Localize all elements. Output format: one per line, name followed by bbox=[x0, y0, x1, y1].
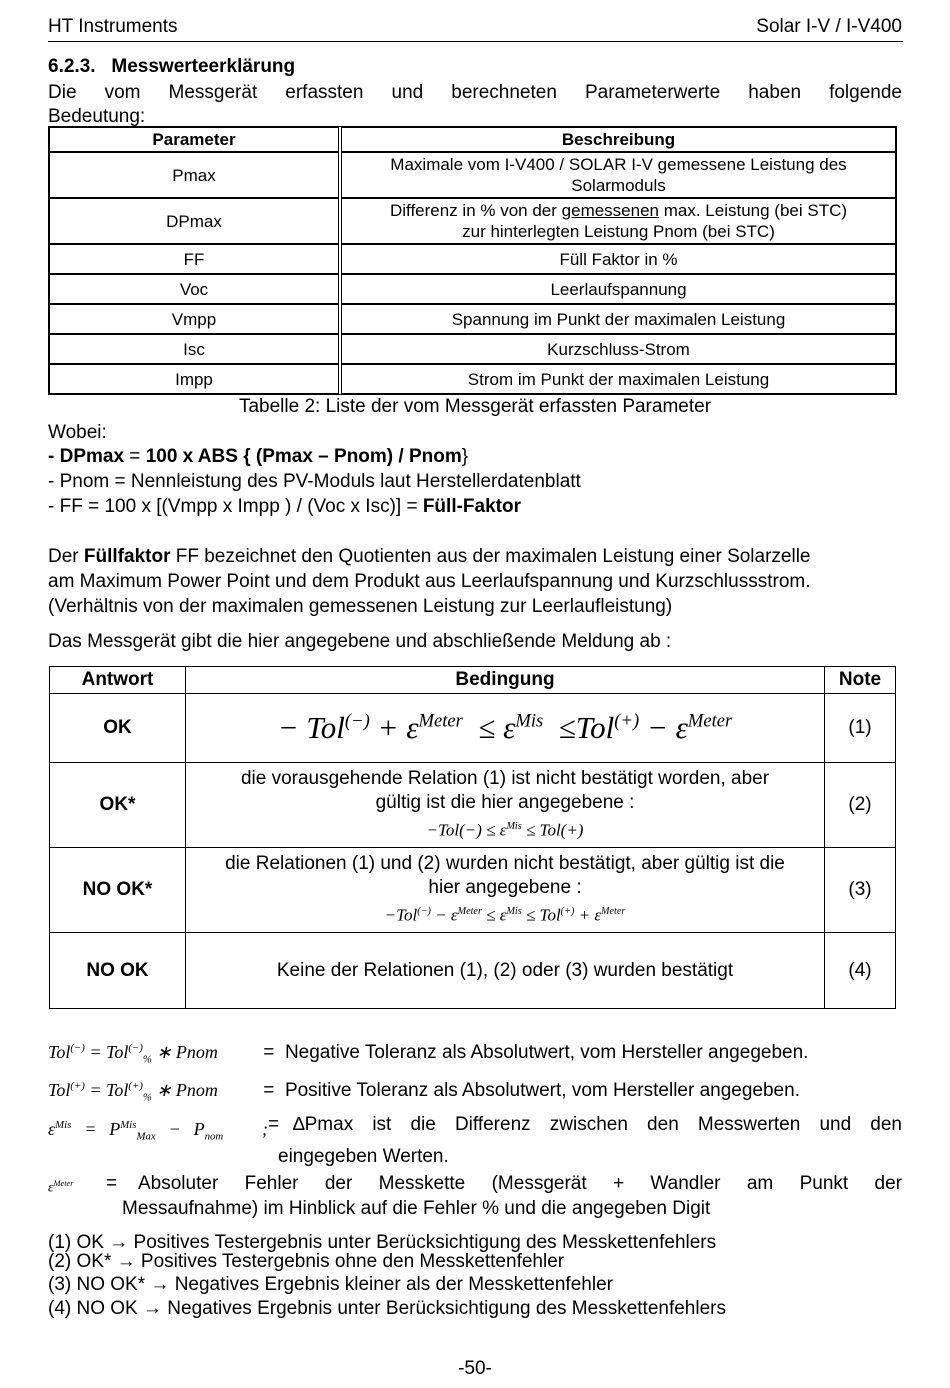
section-title: Messwerteerklärung bbox=[111, 56, 296, 77]
intro-line1: Die vom Messgerät erfassten und berechneten Parameterwerte haben folgende bbox=[48, 82, 902, 103]
condition-table bbox=[49, 666, 896, 1009]
table-row bbox=[49, 304, 896, 334]
param-cell: DPmax bbox=[49, 198, 339, 244]
def-tol-neg: Tol(−) = Tol(−)$_{\%}$ ∗ Pnom = Negative Toleranz als Absolutwert, vom Hersteller angegeben. bbox=[48, 1042, 809, 1066]
formula-pnom: - Pnom = Nennleistung des PV-Moduls laut Herstellerdatenblatt bbox=[48, 471, 581, 492]
page-number: -50- bbox=[458, 1358, 492, 1379]
condition-cell: Keine der Relationen (1), (2) oder (3) wurden bestätigt bbox=[186, 933, 825, 1009]
arrow-right-icon: → bbox=[143, 1298, 163, 1319]
desc-cell: Strom im Punkt der maximalen Leistung bbox=[341, 364, 896, 394]
desc-cell: Füll Faktor in % bbox=[341, 244, 896, 274]
intro-line2: Bedeutung: bbox=[48, 106, 146, 127]
section-heading bbox=[48, 56, 295, 78]
table-row bbox=[49, 334, 896, 364]
answer-header: Antwort bbox=[50, 667, 186, 694]
table-row bbox=[49, 152, 896, 198]
def-eps-mis: $\varepsilon^{Mis} = P^{Mis}_{Max} - P_{nom}$ ; = ∆Pmax ist die Differenz zwischen den Messwerten und den eingegeben Werten. bbox=[48, 1114, 902, 1167]
ff-para-line1: Der Füllfaktor FF bezeichnet den Quotienten aus der maximalen Leistung einer Solarzelle bbox=[48, 546, 811, 567]
answer-cell: OK* bbox=[50, 763, 186, 848]
param-cell: Impp bbox=[49, 364, 339, 394]
param-cell: Voc bbox=[49, 274, 339, 304]
ff-para-line2: am Maximum Power Point und dem Produkt aus Leerlaufspannung und Kurzschlussstrom. bbox=[48, 571, 811, 592]
desc-cell: Spannung im Punkt der maximalen Leistung bbox=[341, 304, 896, 334]
note-cell: (3) bbox=[825, 848, 896, 933]
header-right: Solar I-V / I-V400 bbox=[756, 16, 902, 37]
arrow-right-icon: → bbox=[109, 1232, 129, 1253]
note-cell: (2) bbox=[825, 763, 896, 848]
answer-cell: NO OK* bbox=[50, 848, 186, 933]
note-4: (4) NO OK → Negatives Ergebnis unter Berücksichtigung des Messkettenfehlers bbox=[48, 1298, 726, 1319]
table-row bbox=[50, 933, 896, 1009]
note-header: Note bbox=[825, 667, 896, 694]
param-cell: Isc bbox=[49, 334, 339, 364]
param-cell: Pmax bbox=[49, 152, 339, 198]
arrow-right-icon: → bbox=[116, 1251, 136, 1272]
note-cell: (1) bbox=[825, 694, 896, 763]
formula-ff: - FF = 100 x [(Vmpp x Impp ) / (Voc x Isc)] = Füll-Faktor bbox=[48, 496, 521, 517]
condition-cell: die vorausgehende Relation (1) ist nicht bestätigt worden, aber gültig ist die hier angegebene : $-Tol(-) \le \varepsilon^{Mis} \le Tol(+)$ bbox=[186, 763, 825, 848]
note-1: (1) OK → Positives Testergebnis unter Berücksichtigung des Messkettenfehlers bbox=[48, 1232, 717, 1253]
answer-cell: OK bbox=[50, 694, 186, 763]
note-2: (2) OK* → Positives Testergebnis ohne den Messkettenfehler bbox=[48, 1251, 565, 1272]
desc-header: Beschreibung bbox=[341, 127, 896, 152]
table-caption: Tabelle 2: Liste der vom Messgerät erfassten Parameter bbox=[238, 396, 712, 417]
param-cell: Vmpp bbox=[49, 304, 339, 334]
header-left: HT Instruments bbox=[48, 16, 178, 37]
def-eps-meter: $\varepsilon^{Meter}$ = Absoluter Fehler der Messkette (Messgerät + Wandler am Punkt der Messaufnahme) im Hinblick auf die Fehler % und die angegeben Digit bbox=[48, 1173, 902, 1219]
condition-formula-ok: − $Tol^{(-)} + \varepsilon^{Meter} \le \varepsilon^{Mis} \le Tol^{(+)} - \varepsilon^{Meter}$ bbox=[186, 694, 825, 763]
desc-cell: Kurzschluss-Strom bbox=[341, 334, 896, 364]
table-row bbox=[49, 364, 896, 394]
table-row bbox=[50, 763, 896, 848]
table-row bbox=[49, 274, 896, 304]
wobei-label: Wobei: bbox=[48, 422, 107, 443]
param-header: Parameter bbox=[49, 127, 339, 152]
arrow-right-icon: → bbox=[150, 1274, 170, 1295]
desc-cell: Differenz in % von der gemessenen max. Leistung (bei STC) zur hinterlegten Leistung Pnom (bei STC) bbox=[341, 198, 896, 244]
table-row bbox=[50, 694, 896, 763]
section-number: 6.2.3. bbox=[48, 56, 96, 77]
param-cell: FF bbox=[49, 244, 339, 274]
parameter-table bbox=[48, 126, 897, 395]
def-tol-pos: Tol(+) = Tol(+)$_{\%}$ ∗ Pnom = Positive Toleranz als Absolutwert, vom Hersteller angegeben. bbox=[48, 1080, 800, 1104]
meldung-text: Das Messgerät gibt die hier angegebene und abschließende Meldung ab : bbox=[48, 631, 672, 652]
answer-cell: NO OK bbox=[50, 933, 186, 1009]
condition-cell: die Relationen (1) und (2) wurden nicht bestätigt, aber gültig ist die hier angegebene : $-Tol^{(-)} - \varepsilon^{Meter} \le \varepsilon^{Mis} \le Tol^{(+)} + \varepsilon^{Meter}$ bbox=[186, 848, 825, 933]
table-row bbox=[49, 198, 896, 244]
condition-header: Bedingung bbox=[186, 667, 825, 694]
table-row bbox=[50, 848, 896, 933]
table-row bbox=[49, 244, 896, 274]
ff-para-line3: (Verhältnis von der maximalen gemessenen Leistung zur Leerlaufleistung) bbox=[48, 596, 673, 617]
note-cell: (4) bbox=[825, 933, 896, 1009]
header-rule bbox=[48, 41, 903, 42]
formula-dpmax: - DPmax = 100 x ABS { (Pmax – Pnom) / Pnom} bbox=[48, 446, 469, 467]
desc-cell: Maximale vom I-V400 / SOLAR I-V gemessene Leistung des Solarmoduls bbox=[341, 152, 896, 198]
note-3: (3) NO OK* → Negatives Ergebnis kleiner als der Messkettenfehler bbox=[48, 1274, 613, 1295]
desc-cell: Leerlaufspannung bbox=[341, 274, 896, 304]
